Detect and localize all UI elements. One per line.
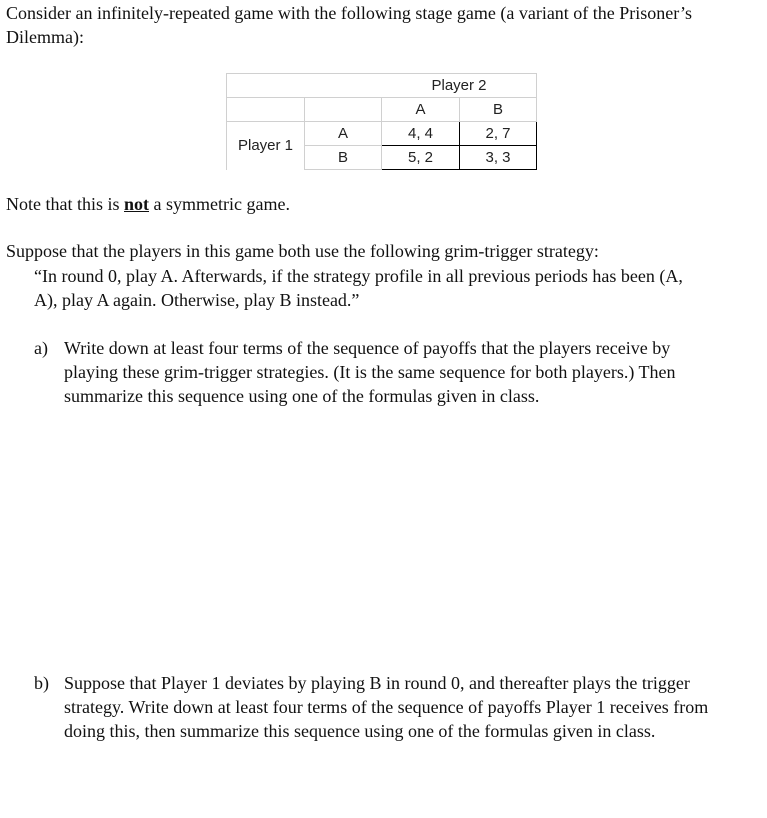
payoff-cell-ab: 2, 7 (460, 122, 537, 146)
player-1-label: Player 1 (227, 122, 305, 170)
payoff-cell-bb: 3, 3 (460, 146, 537, 170)
question-b-line-2: strategy. Write down at least four terms of the sequence of payoffs Player 1 receives from (64, 697, 709, 717)
payoff-cell-aa: 4, 4 (382, 122, 460, 146)
player-2-label: Player 2 (382, 74, 537, 98)
question-b-label: b) (34, 673, 49, 693)
empty-cell (227, 74, 305, 98)
col-header-a: A (382, 98, 460, 122)
question-a (34, 336, 675, 408)
empty-cell (227, 98, 305, 122)
intro-line-2: Dilemma): (6, 27, 84, 47)
intro-line-1: Consider an infinitely-repeated game with the following stage game (a variant of the Prisoner’s (6, 3, 692, 23)
question-b (34, 671, 708, 743)
intro-paragraph (6, 1, 692, 49)
note-emphasis: not (124, 194, 150, 214)
question-b-line-1: Suppose that Player 1 deviates by playing B in round 0, and thereafter plays the trigger (64, 673, 690, 693)
row-header-a: A (305, 122, 382, 146)
strategy-quote (34, 264, 683, 312)
note-suffix: a symmetric game. (149, 194, 290, 214)
empty-cell (305, 74, 382, 98)
note-prefix: Note that this is (6, 194, 124, 214)
payoff-table (226, 73, 537, 170)
strategy-intro: Suppose that the players in this game both use the following grim-trigger strategy: (6, 241, 599, 261)
note-paragraph (6, 192, 290, 216)
col-header-b: B (460, 98, 537, 122)
question-b-line-3: doing this, then summarize this sequence using one of the formulas given in class. (64, 721, 656, 741)
quote-line-1: “In round 0, play A. Afterwards, if the strategy profile in all previous periods has been (A, (34, 266, 683, 286)
payoff-cell-ba: 5, 2 (382, 146, 460, 170)
question-a-label: a) (34, 338, 48, 358)
question-a-line-2: playing these grim-trigger strategies. (It is the same sequence for both players.) Then (64, 362, 676, 382)
question-a-line-1: Write down at least four terms of the sequence of payoffs that the players receive by (64, 338, 671, 358)
row-header-b: B (305, 146, 382, 170)
question-a-line-3: summarize this sequence using one of the formulas given in class. (64, 386, 540, 406)
empty-cell (305, 98, 382, 122)
quote-line-2: A), play A again. Otherwise, play B instead.” (34, 290, 360, 310)
